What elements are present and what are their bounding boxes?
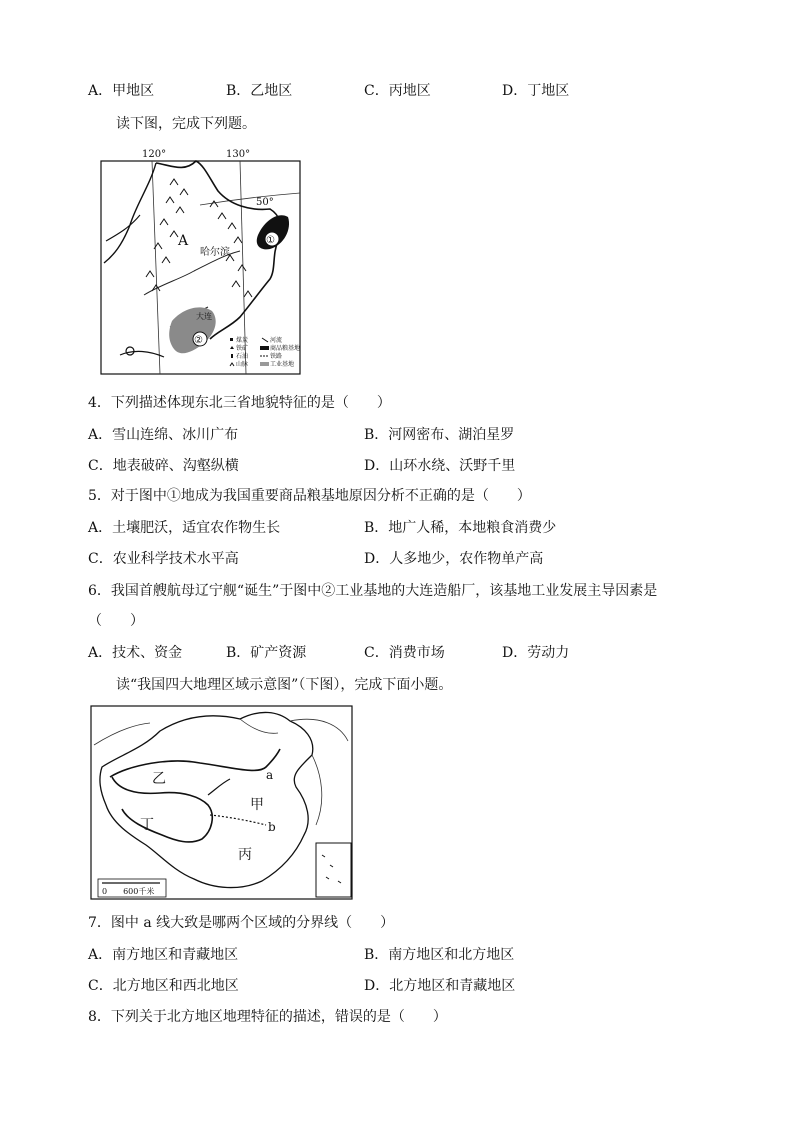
region-yi-label: 乙 <box>152 771 166 787</box>
q4-stem: 4．下列描述体现东北三省地貌特征的是（ ） <box>88 395 391 411</box>
region-jia-label: 甲 <box>250 797 264 813</box>
legend-mountain: 山脉 <box>236 361 249 368</box>
q4-option-a[interactable]: A．雪山连绵、冰川广布 <box>88 427 239 443</box>
legend-iron: 铁矿 <box>236 345 249 352</box>
intro-map2: 读“我国四大地理区域示意图”（下图），完成下面小题。 <box>116 677 453 693</box>
q6-option-b[interactable]: B．矿产资源 <box>226 645 307 661</box>
legend-grain-base: 商品粮基地 <box>270 345 301 352</box>
line-a-label: a <box>266 768 274 782</box>
northeast-map <box>100 145 302 375</box>
q5-option-d[interactable]: D．人多地少，农作物单产高 <box>364 551 544 567</box>
q7-option-a[interactable]: A．南方地区和青藏地区 <box>88 947 239 963</box>
intro-map1: 读下图，完成下列题。 <box>116 116 256 132</box>
q3-option-c[interactable]: C．丙地区 <box>364 83 431 99</box>
legend-river: 河流 <box>270 337 283 344</box>
q6-option-d[interactable]: D．劳动力 <box>502 645 570 661</box>
q8-stem: 8．下列关于北方地区地理特征的描述，错误的是（ ） <box>88 1009 447 1025</box>
q7-option-b[interactable]: B．南方地区和北方地区 <box>364 947 515 963</box>
base-1-label: ① <box>266 235 275 246</box>
harbin-label: 哈尔滨 <box>200 247 230 258</box>
q7-option-c[interactable]: C．北方地区和西北地区 <box>88 978 239 994</box>
q6-option-a[interactable]: A．技术、资金 <box>88 645 183 661</box>
region-ding-label: 丁 <box>140 817 154 833</box>
china-regions-map <box>90 705 353 900</box>
q5-option-b[interactable]: B．地广人稀，本地粮食消费少 <box>364 520 557 536</box>
q4-option-c[interactable]: C．地表破碎、沟壑纵横 <box>88 458 239 474</box>
lat-50-label: 50° <box>256 197 274 208</box>
q7-stem: 7．图中 a 线大致是哪两个区域的分界线（ ） <box>88 915 395 931</box>
lon-120-label: 120° <box>142 149 167 160</box>
legend-industrial-base: 工业基地 <box>270 361 295 368</box>
legend-railway: 铁路 <box>270 353 283 360</box>
q3-option-d[interactable]: D．丁地区 <box>502 83 570 99</box>
q4-option-d[interactable]: D．山环水绕、沃野千里 <box>364 458 516 474</box>
q6-stem-line1: 6．我国首艘航母辽宁舰“诞生”于图中②工业基地的大连造船厂，该基地工业发展主导因素是 <box>88 583 658 599</box>
q6-stem-line2: （ ） <box>88 613 144 629</box>
scale-label: 0 600千米 <box>102 887 155 896</box>
base-2-label: ② <box>194 335 203 346</box>
legend-oil: 石油 <box>236 353 249 360</box>
region-bing-label: 丙 <box>238 847 252 863</box>
legend-coal: 煤炭 <box>236 337 249 344</box>
q5-option-c[interactable]: C．农业科学技术水平高 <box>88 551 239 567</box>
q4-option-b[interactable]: B．河网密布、湖泊星罗 <box>364 427 515 443</box>
dalian-label: 大连 <box>196 312 212 321</box>
q5-stem: 5．对于图中①地成为我国重要商品粮基地原因分析不正确的是（ ） <box>88 488 531 504</box>
q5-option-a[interactable]: A．土壤肥沃，适宜农作物生长 <box>88 520 281 536</box>
q3-option-b[interactable]: B．乙地区 <box>226 83 293 99</box>
lon-130-label: 130° <box>226 149 251 160</box>
q7-option-d[interactable]: D．北方地区和青藏地区 <box>364 978 516 994</box>
q3-option-a[interactable]: A．甲地区 <box>88 83 155 99</box>
region-a-label: A <box>178 233 189 249</box>
line-b-label: b <box>268 820 276 834</box>
q6-option-c[interactable]: C．消费市场 <box>364 645 445 661</box>
